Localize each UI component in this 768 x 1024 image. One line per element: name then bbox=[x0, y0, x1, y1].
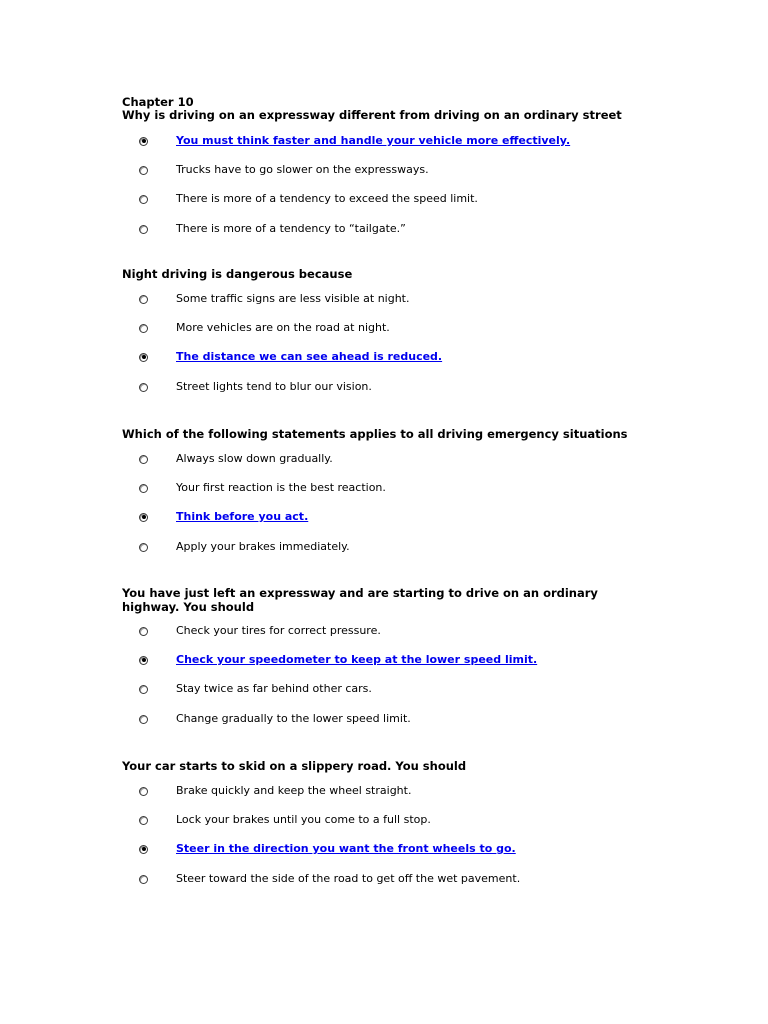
radio-unchecked-icon[interactable] bbox=[139, 627, 148, 636]
question-text: Your car starts to skid on a slippery road. You should bbox=[122, 759, 467, 773]
answer-option-label: Trucks have to go slower on the expressways. bbox=[176, 163, 429, 176]
answer-option-label: There is more of a tendency to exceed the speed limit. bbox=[176, 192, 478, 205]
answer-option[interactable] bbox=[139, 320, 390, 336]
answer-option[interactable] bbox=[139, 711, 411, 727]
answer-option[interactable] bbox=[139, 451, 333, 467]
answer-option-label: Your first reaction is the best reaction. bbox=[176, 481, 386, 494]
radio-unchecked-icon[interactable] bbox=[139, 816, 148, 825]
answer-option[interactable] bbox=[139, 783, 411, 799]
question-text: You have just left an expressway and are starting to drive on an ordinary highway. You should bbox=[122, 586, 598, 614]
answer-option[interactable] bbox=[139, 623, 381, 639]
answer-option[interactable] bbox=[139, 379, 372, 395]
answer-option[interactable] bbox=[139, 349, 442, 365]
radio-unchecked-icon[interactable] bbox=[139, 787, 148, 796]
answer-option[interactable] bbox=[139, 871, 520, 887]
answer-option-label: Check your tires for correct pressure. bbox=[176, 624, 381, 637]
answer-option-label: Lock your brakes until you come to a full stop. bbox=[176, 813, 431, 826]
answer-option[interactable] bbox=[139, 221, 406, 237]
answer-option-label: Change gradually to the lower speed limit. bbox=[176, 712, 411, 725]
correct-answer-link[interactable]: You must think faster and handle your vehicle more effectively. bbox=[176, 134, 571, 147]
correct-answer-link[interactable]: The distance we can see ahead is reduced. bbox=[176, 350, 443, 363]
radio-checked-icon[interactable] bbox=[139, 353, 148, 362]
answer-option[interactable] bbox=[139, 681, 372, 697]
radio-unchecked-icon[interactable] bbox=[139, 295, 148, 304]
answer-option-label: Some traffic signs are less visible at night. bbox=[176, 292, 410, 305]
answer-option-label: Stay twice as far behind other cars. bbox=[176, 682, 372, 695]
answer-option[interactable] bbox=[139, 191, 478, 207]
radio-unchecked-icon[interactable] bbox=[139, 875, 148, 884]
question-text: Which of the following statements applies to all driving emergency situations bbox=[122, 427, 628, 441]
radio-checked-icon[interactable] bbox=[139, 845, 148, 854]
correct-answer-link[interactable]: Steer in the direction you want the front wheels to go. bbox=[176, 842, 516, 855]
radio-unchecked-icon[interactable] bbox=[139, 383, 148, 392]
answer-option-label: There is more of a tendency to “tailgate.” bbox=[176, 222, 406, 235]
radio-unchecked-icon[interactable] bbox=[139, 455, 148, 464]
correct-answer-link[interactable]: Think before you act. bbox=[176, 510, 309, 523]
answer-option-label: Always slow down gradually. bbox=[176, 452, 333, 465]
question-text: Why is driving on an expressway different from driving on an ordinary street bbox=[122, 108, 622, 122]
answer-option-label: Brake quickly and keep the wheel straight. bbox=[176, 784, 412, 797]
answer-option-label: Street lights tend to blur our vision. bbox=[176, 380, 372, 393]
correct-answer-link[interactable]: Check your speedometer to keep at the lower speed limit. bbox=[176, 653, 538, 666]
chapter-title: Chapter 10 bbox=[122, 95, 194, 109]
answer-option-label: Steer toward the side of the road to get off the wet pavement. bbox=[176, 872, 521, 885]
answer-option[interactable] bbox=[139, 509, 308, 525]
answer-option[interactable] bbox=[139, 291, 409, 307]
radio-unchecked-icon[interactable] bbox=[139, 195, 148, 204]
answer-option[interactable] bbox=[139, 539, 350, 555]
radio-unchecked-icon[interactable] bbox=[139, 225, 148, 234]
radio-unchecked-icon[interactable] bbox=[139, 543, 148, 552]
answer-option[interactable] bbox=[139, 162, 429, 178]
radio-checked-icon[interactable] bbox=[139, 656, 148, 665]
answer-option-label: Apply your brakes immediately. bbox=[176, 540, 350, 553]
radio-unchecked-icon[interactable] bbox=[139, 685, 148, 694]
answer-option[interactable] bbox=[139, 133, 570, 149]
answer-option[interactable] bbox=[139, 652, 537, 668]
answer-option[interactable] bbox=[139, 841, 516, 857]
radio-unchecked-icon[interactable] bbox=[139, 166, 148, 175]
radio-unchecked-icon[interactable] bbox=[139, 484, 148, 493]
answer-option[interactable] bbox=[139, 812, 431, 828]
answer-option[interactable] bbox=[139, 480, 386, 496]
question-text: Night driving is dangerous because bbox=[122, 267, 353, 281]
radio-checked-icon[interactable] bbox=[139, 513, 148, 522]
answer-option-label: More vehicles are on the road at night. bbox=[176, 321, 390, 334]
radio-unchecked-icon[interactable] bbox=[139, 324, 148, 333]
radio-unchecked-icon[interactable] bbox=[139, 715, 148, 724]
radio-checked-icon[interactable] bbox=[139, 137, 148, 146]
